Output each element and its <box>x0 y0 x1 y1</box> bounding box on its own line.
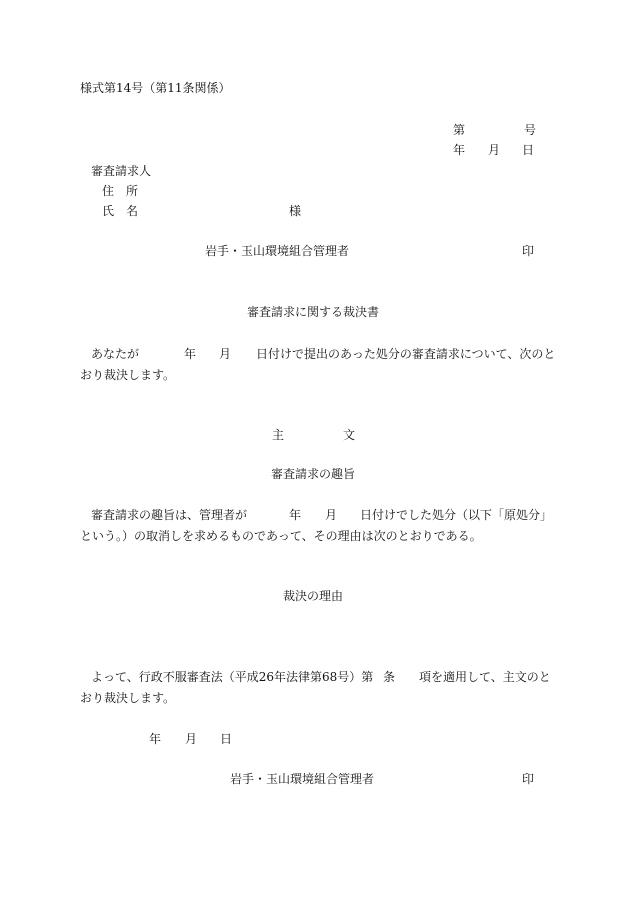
intro-line2: おり裁決します。 <box>80 368 176 382</box>
document-title: 審査請求に関する裁決書 <box>247 305 380 319</box>
footer-date-day: 日 <box>220 732 233 746</box>
conclusion-article: 条 <box>383 670 396 684</box>
purpose-part1: 審査請求の趣旨は、管理者が <box>91 508 248 522</box>
footer-issuer-seal: 印 <box>522 772 535 786</box>
purpose-part2: 日付けでした処分（以下「原処分」 <box>360 508 553 522</box>
main-text-char1: 主 <box>272 428 285 442</box>
main-text-char2: 文 <box>343 428 356 442</box>
name-label: 氏 名 <box>102 204 139 218</box>
reason-heading: 裁決の理由 <box>283 589 344 603</box>
footer-date-year: 年 <box>149 732 162 746</box>
doc-number-suffix: 号 <box>524 123 537 137</box>
honorific: 様 <box>289 204 302 218</box>
intro-month: 月 <box>219 347 232 361</box>
intro-year: 年 <box>184 347 197 361</box>
purpose-line2: という。）の取消しを求めるものであって、その理由は次のとおりである。 <box>80 529 482 543</box>
intro-part1: あなたが <box>91 347 140 361</box>
header-date-day: 日 <box>522 143 535 157</box>
issuer-name: 岩手・玉山環境組合管理者 <box>205 244 350 258</box>
purpose-heading: 審査請求の趣旨 <box>271 467 356 481</box>
purpose-month: 月 <box>325 508 338 522</box>
header-date-year: 年 <box>453 143 466 157</box>
intro-part2: 日付けで提出のあった処分の審査請求について、次のと <box>256 347 556 361</box>
header-date-month: 月 <box>488 143 501 157</box>
footer-issuer-name: 岩手・玉山環境組合管理者 <box>230 772 375 786</box>
footer-date-month: 月 <box>185 732 198 746</box>
requester-heading: 審査請求人 <box>91 164 152 178</box>
purpose-year: 年 <box>289 508 302 522</box>
doc-number-prefix: 第 <box>453 123 466 137</box>
form-label: 様式第14号（第11条関係） <box>80 81 231 95</box>
conclusion-line2: おり裁決します。 <box>80 691 176 705</box>
address-label: 住 所 <box>102 184 139 198</box>
conclusion-part1: よって、行政不服審査法（平成26年法律第68号）第 <box>91 670 374 684</box>
conclusion-part2: 項を適用して、主文のと <box>419 670 551 684</box>
issuer-seal: 印 <box>522 244 535 258</box>
